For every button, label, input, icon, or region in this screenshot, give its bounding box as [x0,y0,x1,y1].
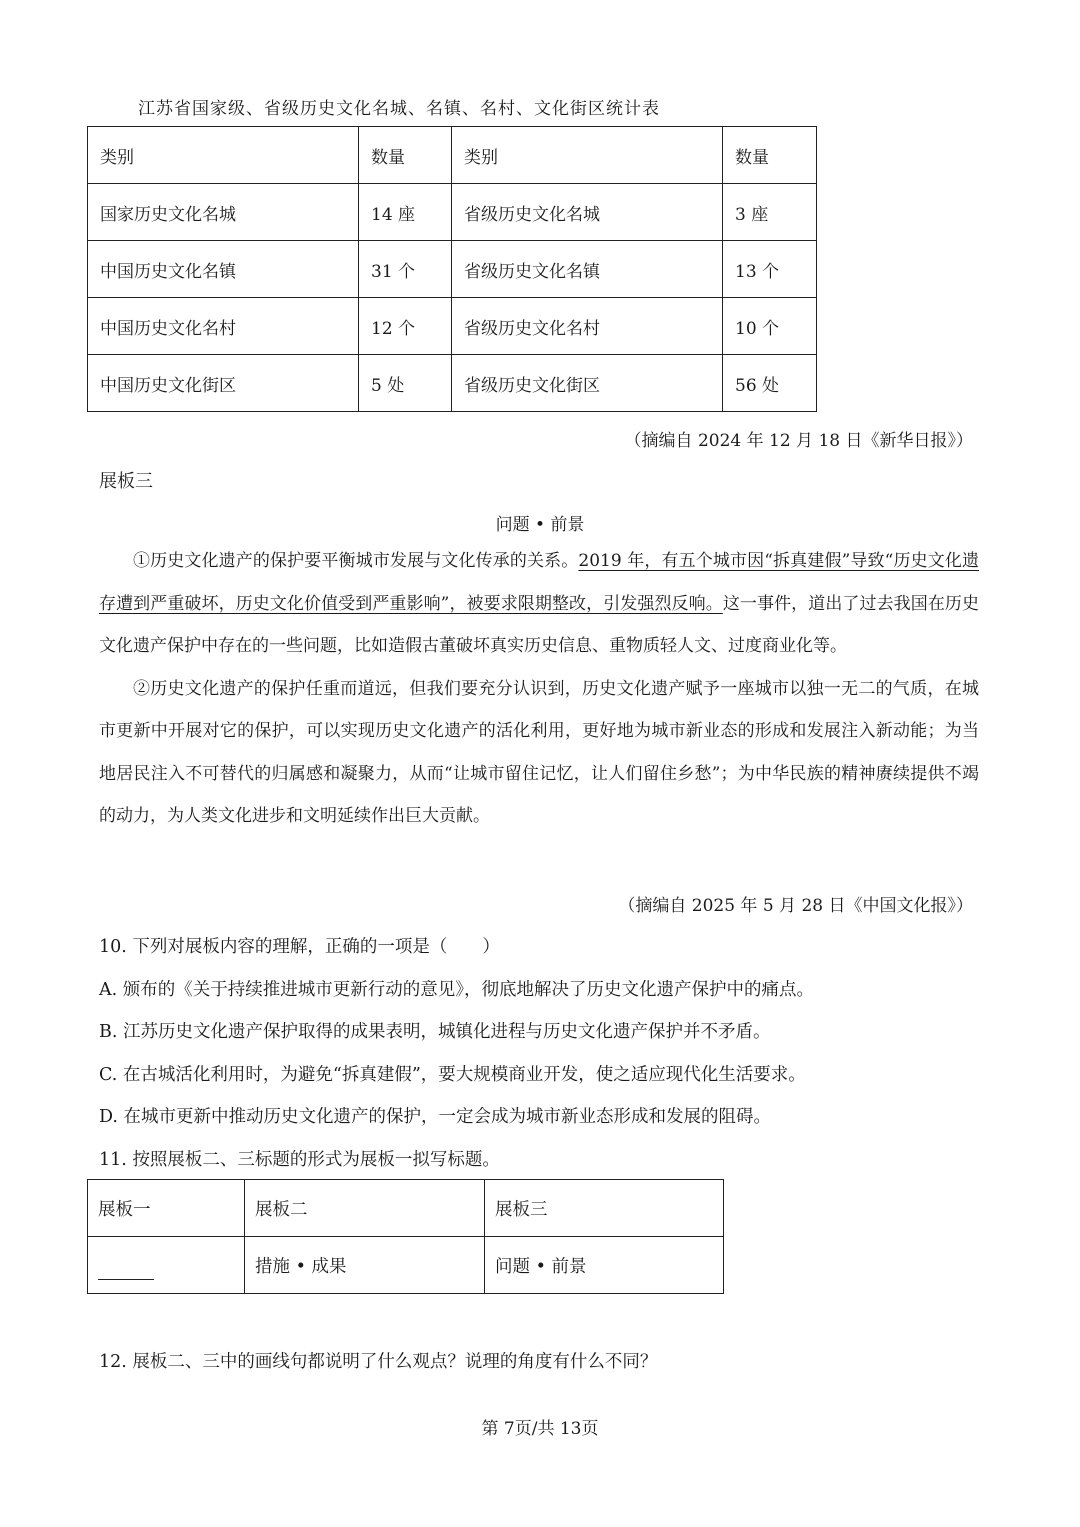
section-label: 展板三 [99,471,153,492]
table-cell: 10 个 [723,298,817,355]
table-row [88,241,817,298]
header-cell: 类别 [88,127,359,184]
table-cell: 问题 • 前景 [485,1237,724,1294]
header-cell: 数量 [359,127,452,184]
option-a: A. 颁布的《关于持续推进城市更新行动的意见》，彻底地解决了历史文化遗产保护中的痛点。 [99,980,815,1000]
table-cell: 31 个 [359,241,452,298]
paragraph-2: ②历史文化遗产的保护任重而道远，但我们要充分认识到，历史文化遗产赋予一座城市以独一无二的气质，在城市更新中开展对它的保护，可以实现历史文化遗产的活化利用，更好地为城市新业态的形成和发展注入新动能；为当地居民注入不可替代的归属感和凝聚力，从而“让城市留住记忆，让人们留住乡愁”；为中华民族的精神赓续提供不竭的动力，为人类文化进步和文明延续作出巨大贡献。 [99,678,979,826]
title-table-row [88,1237,724,1294]
table-cell: 中国历史文化名镇 [88,241,359,298]
header-cell: 类别 [452,127,723,184]
underlined-sentence: 2019 年，有五个城市因“拆真建假”导致“历史文化遗存遭到严重破坏，历史文化价值受到严重影响”，被要求限期整改，引发强烈反响。 [99,551,979,614]
paragraph-1 [99,540,979,668]
table-cell: 56 处 [723,355,817,412]
paragraph-1-start: ①历史文化遗产的保护要平衡城市发展与文化传承的关系。 [133,551,579,571]
header-cell: 展板二 [245,1180,485,1237]
table-header-row [88,127,817,184]
table-cell: 14 座 [359,184,452,241]
table-row [88,298,817,355]
table-cell: 省级历史文化名村 [452,298,723,355]
question-12-stem: 12. 展板二、三中的画线句都说明了什么观点？说理的角度有什么不同？ [99,1352,658,1372]
answer-blank[interactable] [98,1263,154,1280]
header-cell: 数量 [723,127,817,184]
table-cell: 省级历史文化名城 [452,184,723,241]
article-source: （摘编自 2025 年 5 月 28 日《中国文化报》） [618,896,973,916]
statistics-table [87,126,817,412]
table-cell: 中国历史文化街区 [88,355,359,412]
table-row [88,355,817,412]
table-cell: 13 个 [723,241,817,298]
option-c: C. 在古城活化利用时，为避免“拆真建假”，要大规模商业开发，使之适应现代化生活要求。 [99,1065,806,1085]
article-body [99,540,979,838]
title-table-header [88,1180,724,1237]
header-cell: 展板三 [485,1180,724,1237]
option-d: D. 在城市更新中推动历史文化遗产的保护，一定会成为城市新业态形成和发展的阻碍。 [99,1107,772,1127]
table-cell: 省级历史文化街区 [452,355,723,412]
table-cell: 12 个 [359,298,452,355]
table-cell: 省级历史文化名镇 [452,241,723,298]
table-cell: 3 座 [723,184,817,241]
answer-cell [88,1237,245,1294]
question-10-stem: 10. 下列对展板内容的理解，正确的一项是（ ） [99,937,500,957]
table-caption: 江苏省国家级、省级历史文化名城、名镇、名村、文化街区统计表 [138,99,660,119]
table-row [88,184,817,241]
page-number: 第 7页/共 13页 [481,1419,599,1439]
table-cell: 5 处 [359,355,452,412]
table-cell: 中国历史文化名村 [88,298,359,355]
table-source: （摘编自 2024 年 12 月 18 日《新华日报》） [624,431,973,451]
title-table [87,1179,724,1294]
question-11-stem: 11. 按照展板二、三标题的形式为展板一拟写标题。 [99,1150,500,1170]
paragraph-1-end: 这一事件，道出了过去我国在历史文化遗产保护中存在的一些问题，比如造假古董破坏真实历史信息、重物质轻人文、过度商业化等。 [99,593,979,656]
table-cell: 措施 • 成果 [245,1237,485,1294]
option-b: B. 江苏历史文化遗产保护取得的成果表明，城镇化进程与历史文化遗产保护并不矛盾。 [99,1022,771,1042]
section-heading: 问题 • 前景 [495,515,585,535]
header-cell: 展板一 [88,1180,245,1237]
table-cell: 国家历史文化名城 [88,184,359,241]
